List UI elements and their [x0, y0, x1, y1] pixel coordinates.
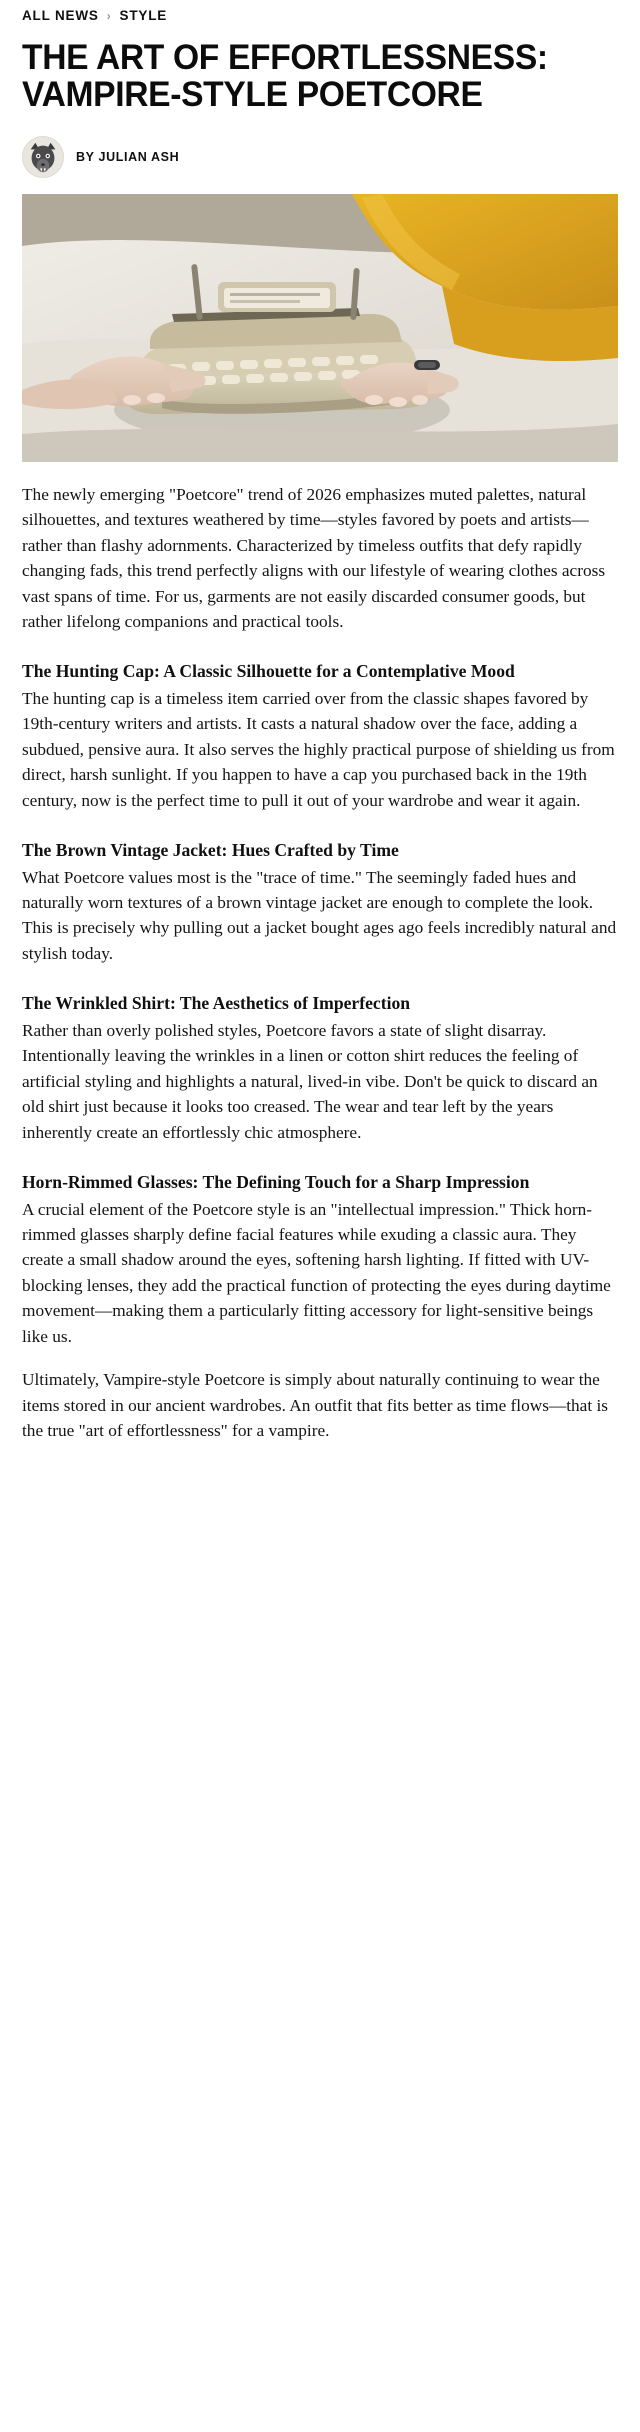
byline-author: BY JULIAN ASH [76, 149, 180, 164]
section-heading-hunting-cap: The Hunting Cap: A Classic Silhouette for a Contemplative Mood [22, 661, 515, 682]
byline [22, 136, 618, 178]
chevron-right-icon: › [106, 8, 112, 23]
page-title: THE ART OF EFFORTLESSNESS: VAMPIRE-STYLE POETCORE [22, 38, 548, 115]
section-heading-horn-rimmed-glasses: Horn-Rimmed Glasses: The Defining Touch for a Sharp Impression [22, 1172, 530, 1192]
article-body [22, 462, 618, 1443]
paragraph-intro: The newly emerging "Poetcore" trend of 2026 emphasizes muted palettes, natural silhouettes, and textures weathered by time—styles favored by poets and artists—rather than flashy adornments. Characterized by timeless outfits that defy rapidly changing fads, this trend perfectly aligns with our lifestyle of wearing clothes across vast spans of time. For us, garments are not easily discarded consumer goods, but rather lifelong companions and practical tools. [22, 484, 606, 631]
avatar [22, 136, 64, 178]
breadcrumb-item-all-news[interactable]: ALL NEWS [22, 8, 99, 23]
hero-image [22, 194, 618, 462]
section-heading-wrinkled-shirt: The Wrinkled Shirt: The Aesthetics of Imperfection [22, 993, 411, 1014]
breadcrumb [22, 0, 618, 29]
breadcrumb-item-style[interactable]: STYLE [119, 8, 168, 23]
paragraph-closing: Ultimately, Vampire-style Poetcore is simply about naturally continuing to wear the items stored in our ancient wardrobes. An outfit that fits better as time flows—that is the true "art of effortlessness" for a vampire. [22, 1370, 609, 1440]
section-heading-vintage-jacket: The Brown Vintage Jacket: Hues Crafted by Time [22, 840, 399, 861]
section-body-hunting-cap: The hunting cap is a timeless item carried over from the classic shapes favored by 19th-century writers and artists. It casts a natural shadow over the face, adding a subdued, pensive aura. It also serves the highly practical purpose of shielding us from direct, harsh sunlight. If you happen to have a cap you purchased back in the 19th century, now is the perfect time to pull it out of your wardrobe and wear it again. [22, 688, 615, 810]
section-body-wrinkled-shirt: Rather than overly polished styles, Poetcore favors a state of slight disarray. Intentionally leaving the wrinkles in a linen or cotton shirt reduces the feeling of artificial styling and highlights a natural, lived-in vibe. Don't be quick to discard an old shirt just because it looks too creased. The wear and tear left by the years inherently create an effortlessly chic atmosphere. [22, 1020, 598, 1142]
section-body-vintage-jacket: What Poetcore values most is the "trace of time." The seemingly faded hues and naturally worn textures of a brown vintage jacket are enough to complete the look. This is precisely why pulling out a jacket bought ages ago feels incredibly natural and stylish today. [22, 867, 617, 963]
section-body-horn-rimmed-glasses: A crucial element of the Poetcore style is an "intellectual impression." Thick horn-rimmed glasses sharply define facial features while exuding a classic aura. They create a small shadow around the eyes, softening harsh lighting. If fitted with UV-blocking lenses, they add the practical function of protecting the eyes during daytime movement—making them a particularly fitting accessory for light-sensitive beings like us. [22, 1199, 611, 1346]
